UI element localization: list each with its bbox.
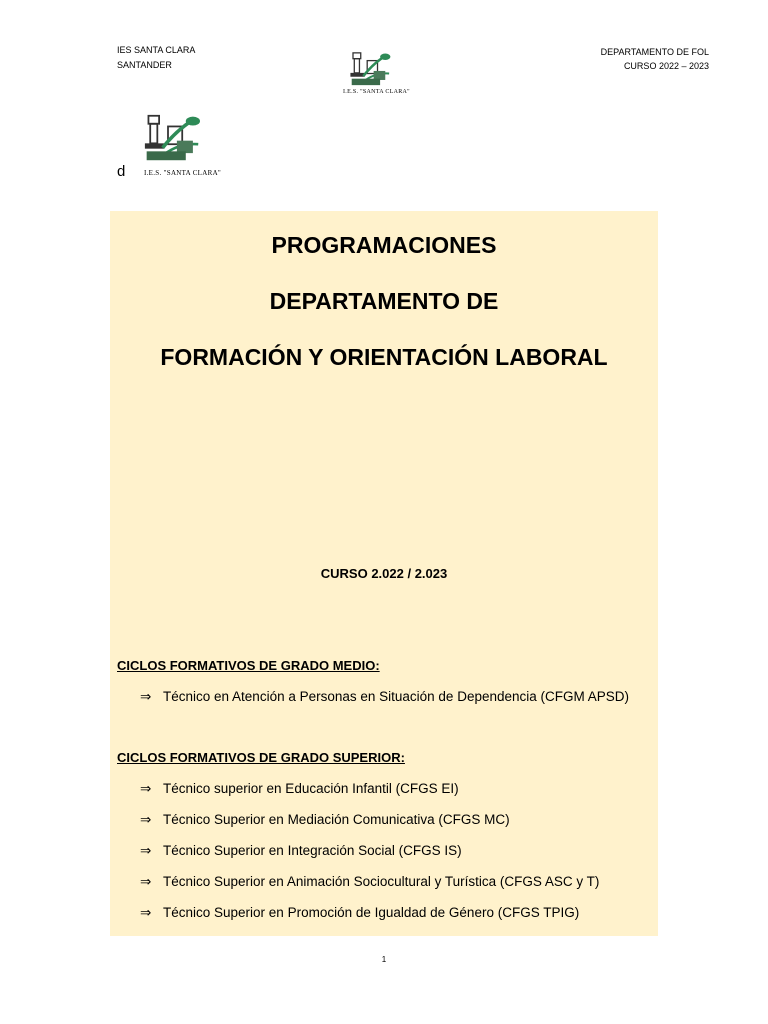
section-heading-superior: CICLOS FORMATIVOS DE GRADO SUPERIOR: xyxy=(117,750,405,765)
list-item-text: Técnico Superior en Mediación Comunicativa (CFGS MC) xyxy=(163,812,510,827)
list-item-text: Técnico en Atención a Personas en Situación de Dependencia (CFGM APSD) xyxy=(163,689,630,704)
title-line-1: PROGRAMACIONES xyxy=(271,232,497,258)
list-item xyxy=(140,812,510,828)
list-item-text: Técnico superior en Educación Infantil (CFGS EI) xyxy=(163,781,459,796)
logo-caption: I.E.S. "SANTA CLARA" xyxy=(343,89,410,95)
header-left xyxy=(117,43,195,73)
list-item-text: Técnico Superior en Integración Social (CFGS IS) xyxy=(163,843,462,858)
list-item xyxy=(140,689,629,705)
arrow-icon: ⇒ xyxy=(140,874,152,889)
section-heading-medio: CICLOS FORMATIVOS DE GRADO MEDIO: xyxy=(117,658,380,673)
arrow-icon: ⇒ xyxy=(140,812,152,827)
arrow-icon: ⇒ xyxy=(140,689,152,704)
list-item-text: Técnico Superior en Animación Sociocultural y Turística (CFGS ASC y T) xyxy=(163,874,600,889)
title-line-3: FORMACIÓN Y ORIENTACIÓN LABORAL xyxy=(160,344,608,370)
school-crest-icon xyxy=(343,49,403,89)
cover-panel xyxy=(110,211,658,936)
header-right xyxy=(601,45,709,73)
arrow-icon: ⇒ xyxy=(140,843,152,858)
main-logo xyxy=(136,108,226,177)
list-item xyxy=(140,781,459,797)
course-title: CURSO 2.022 / 2.023 xyxy=(320,566,448,581)
school-crest-icon xyxy=(136,108,216,168)
header-logo xyxy=(343,49,410,95)
school-name: IES SANTA CLARA xyxy=(117,45,196,55)
arrow-icon: ⇒ xyxy=(140,781,152,796)
title-line-2: DEPARTAMENTO DE xyxy=(269,288,499,314)
logo-caption: I.E.S. "SANTA CLARA" xyxy=(144,169,222,177)
department-label: DEPARTAMENTO DE FOL xyxy=(600,47,709,57)
stray-letter: d xyxy=(117,163,126,180)
page-number: 1 xyxy=(381,955,387,964)
course-label: CURSO 2022 – 2023 xyxy=(623,61,709,71)
list-item-text: Técnico Superior en Promoción de Igualdad de Género (CFGS TPIG) xyxy=(163,905,580,920)
list-item xyxy=(140,874,599,890)
list-item xyxy=(140,905,579,921)
arrow-icon: ⇒ xyxy=(140,905,152,920)
list-item xyxy=(140,843,462,859)
city: SANTANDER xyxy=(117,60,172,70)
